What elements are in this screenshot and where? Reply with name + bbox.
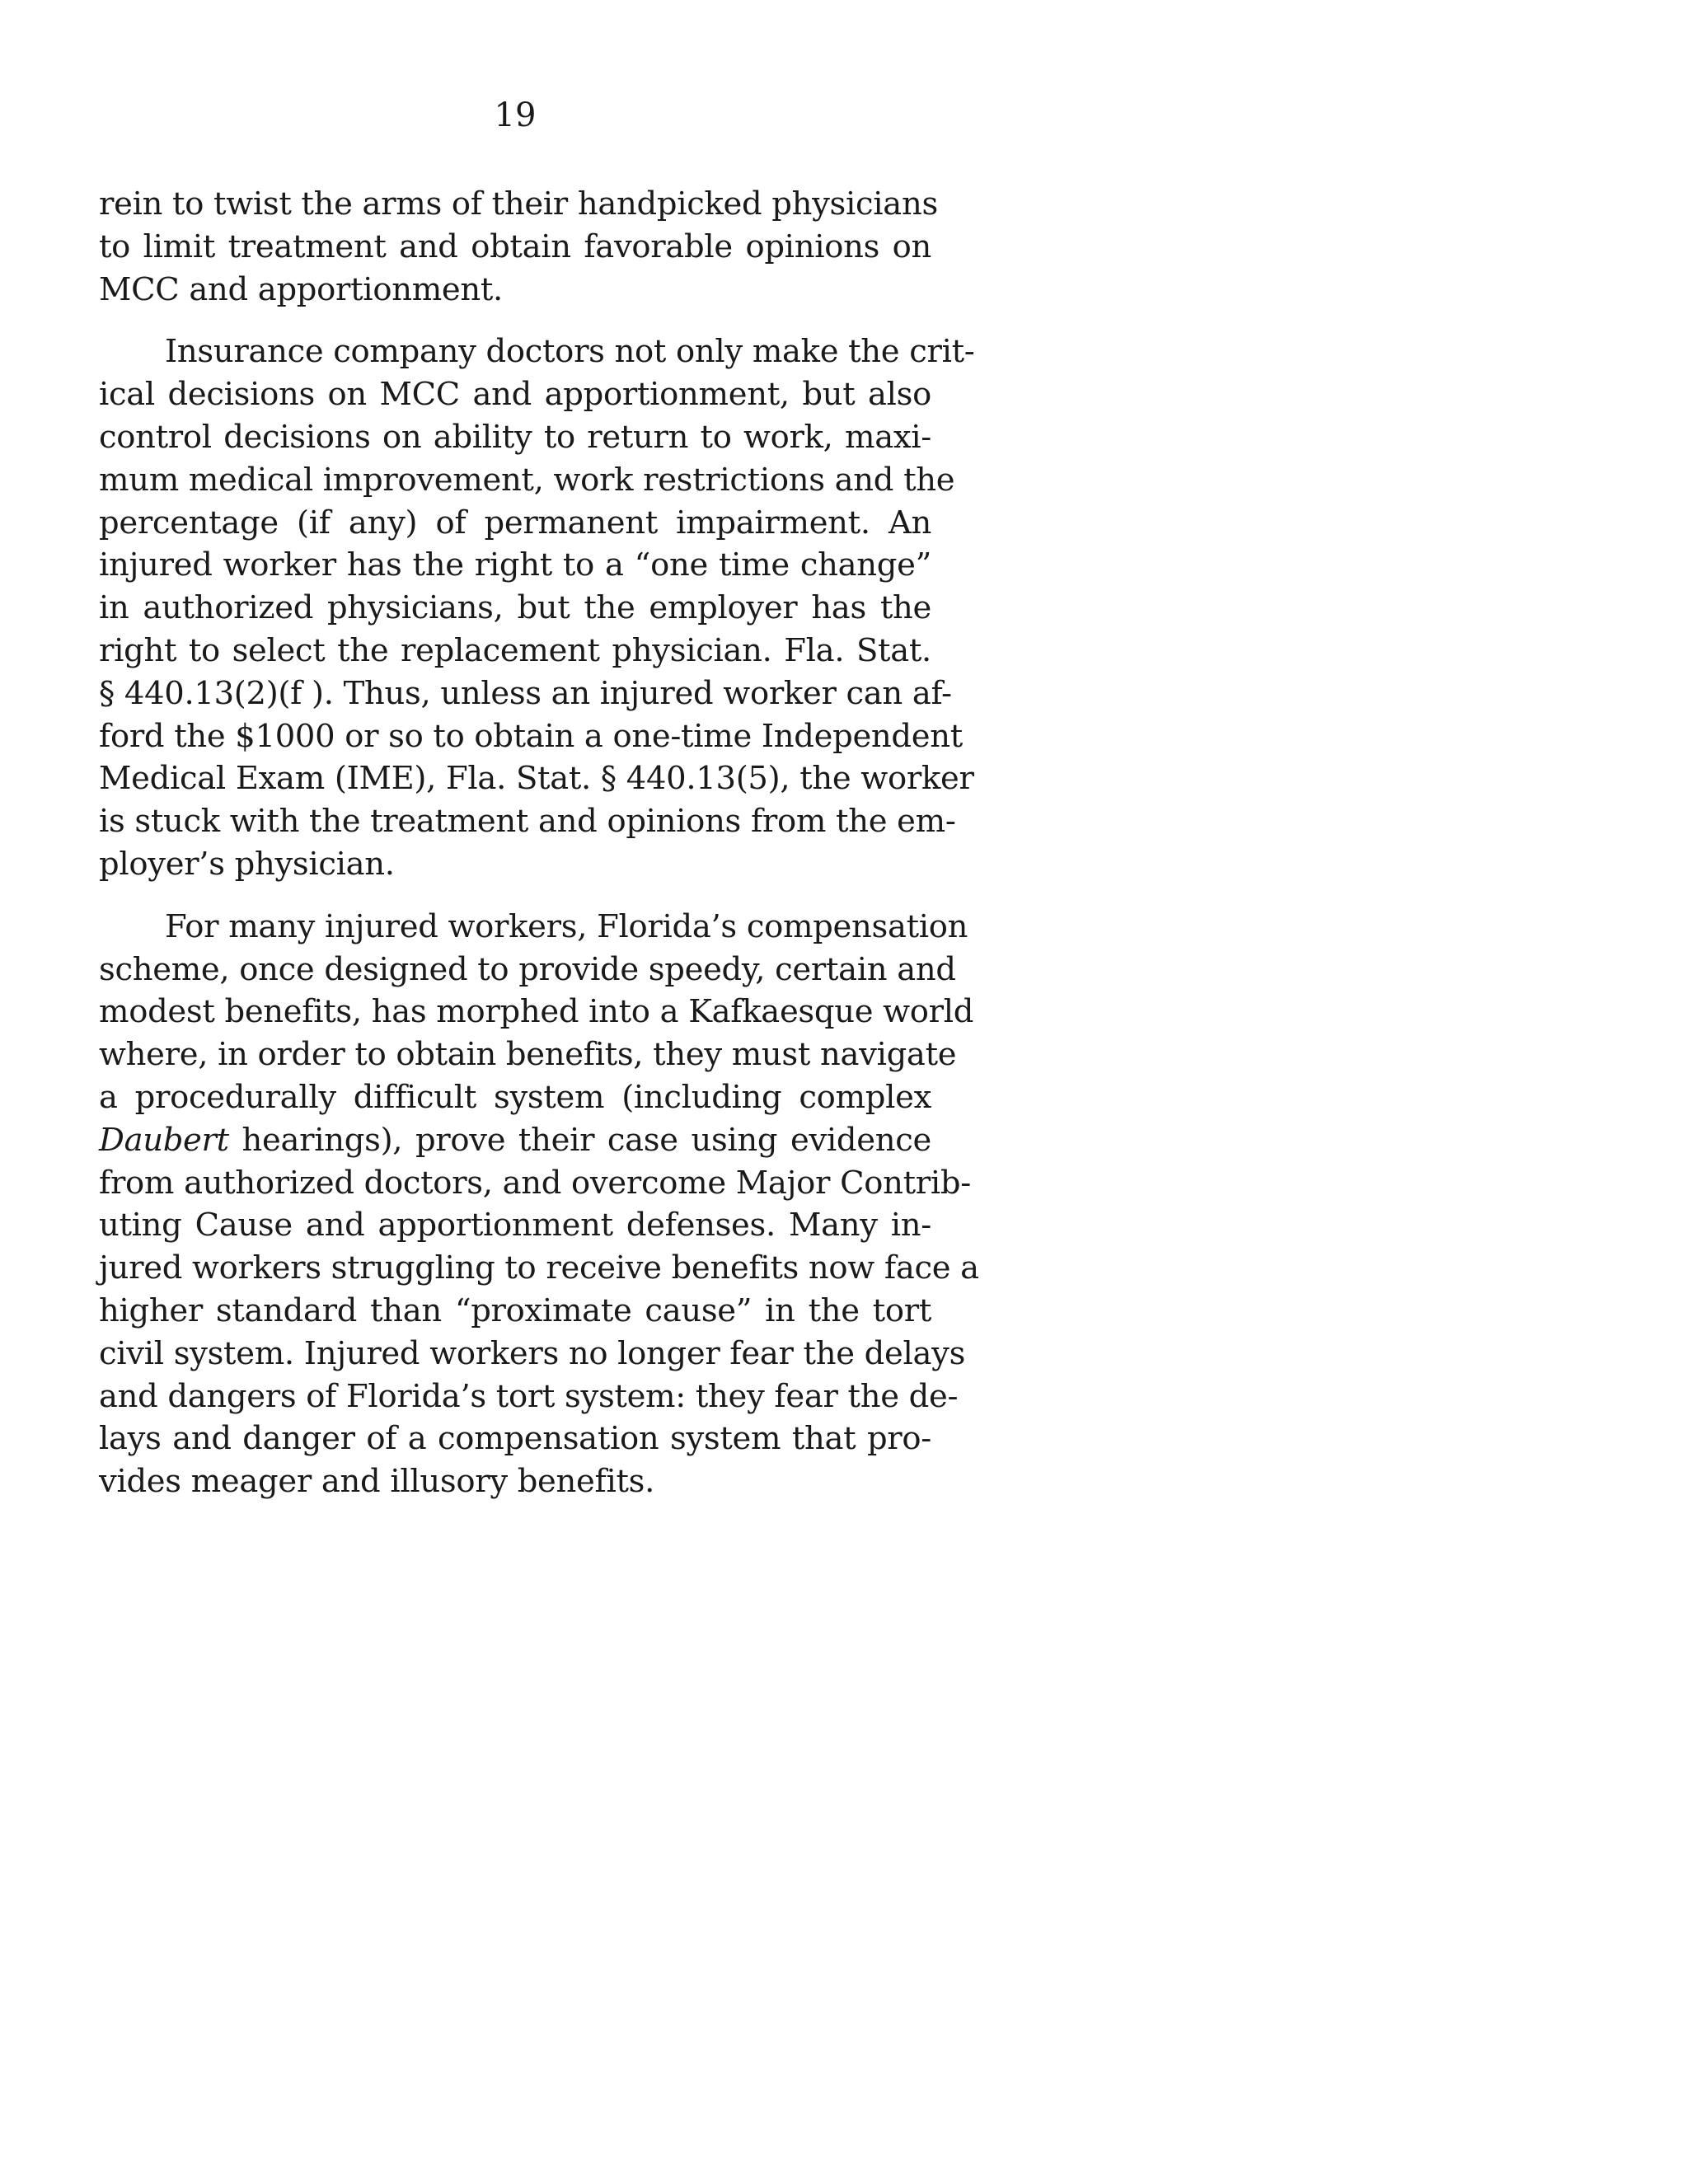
text-line: Medical Exam (IME), Fla. Stat. § 440.13(5), the worker xyxy=(99,760,974,798)
text-line: a procedurally difficult system (including complex xyxy=(99,1078,931,1116)
text-line: lays and danger of a compensation system that pro- xyxy=(99,1420,931,1458)
text-fragment: hearings), prove their case using evidence xyxy=(228,1121,931,1159)
paragraph-1 xyxy=(99,183,938,311)
text-line: Insurance company doctors not only make the crit- xyxy=(165,333,975,371)
paragraph-3 xyxy=(99,906,979,1503)
case-name-italic: Daubert xyxy=(99,1121,229,1159)
paragraph-2 xyxy=(99,330,975,885)
text-line: mum medical improvement, work restrictions and the xyxy=(99,461,955,499)
text-line-with-italic xyxy=(99,1119,931,1162)
text-line: uting Cause and apportionment defenses. Many in- xyxy=(99,1207,931,1244)
body-text xyxy=(99,183,979,1523)
text-line: vides meager and illusory benefits. xyxy=(99,1463,655,1501)
text-line: is stuck with the treatment and opinions from the em- xyxy=(99,803,956,841)
text-line: higher standard than “proximate cause” in the tort xyxy=(99,1291,931,1329)
text-line: MCC and apportionment. xyxy=(99,270,503,308)
text-line: where, in order to obtain benefits, they must navigate xyxy=(99,1036,957,1074)
text-line: right to select the replacement physician. Fla. Stat. xyxy=(99,631,931,669)
page-number: 19 xyxy=(494,96,537,134)
text-line: to limit treatment and obtain favorable opinions on xyxy=(99,227,931,265)
text-line: ployer’s physician. xyxy=(99,845,395,883)
text-line: ford the $1000 or so to obtain a one-time Independent xyxy=(99,717,963,755)
text-line: injured worker has the right to a “one time change” xyxy=(99,546,931,584)
text-line: in authorized physicians, but the employer has the xyxy=(99,589,931,627)
text-line: § 440.13(2)(f ). Thus, unless an injured worker can af- xyxy=(99,674,952,712)
text-line: For many injured workers, Florida’s compensation xyxy=(165,907,968,945)
text-line: from authorized doctors, and overcome Major Contrib- xyxy=(99,1164,971,1202)
text-line: rein to twist the arms of their handpicked physicians xyxy=(99,185,938,223)
text-line: modest benefits, has morphed into a Kafkaesque world xyxy=(99,993,974,1031)
text-line: percentage (if any) of permanent impairment. An xyxy=(99,504,931,541)
text-line: control decisions on ability to return to work, maxi- xyxy=(99,418,931,456)
text-line: civil system. Injured workers no longer fear the delays xyxy=(99,1334,966,1372)
text-line: and dangers of Florida’s tort system: they fear the de- xyxy=(99,1377,959,1415)
text-line: scheme, once designed to provide speedy, certain and xyxy=(99,950,956,988)
text-line: jured workers struggling to receive benefits now face a xyxy=(99,1249,979,1287)
text-line: ical decisions on MCC and apportionment, but also xyxy=(99,376,931,414)
